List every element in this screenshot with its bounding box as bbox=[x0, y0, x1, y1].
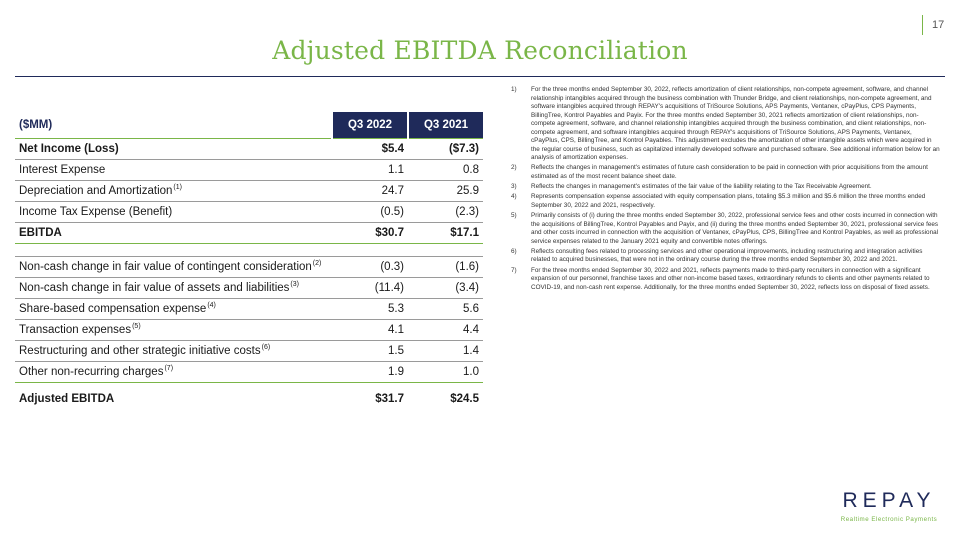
row-label: EBITDA bbox=[15, 223, 332, 244]
footnote bbox=[511, 267, 941, 293]
table-row bbox=[15, 362, 483, 383]
value-q3-2021: $24.5 bbox=[450, 393, 479, 405]
footnote bbox=[511, 183, 941, 192]
footnote-text: For the three months ended September 30, 2022, reflects amortization of client relationships, non-compete agreement, software, and channel relationship intangibles acquired through the business combination with Thunder Bridge, and client relationships, non-compete agreement, and software intangibles acquired through REPAY's acquisitions of TriSource Solutions, APS Payments, Ventanex, cPayPlus, CPS Payments, BillingTree, Kontrol Payables and Payix. For the three months ended September 30, 2021 reflects amortization of client relationships, non-compete agreement, software, and channel relationship intangibles acquired through the business combination, and client relationships, non-compete agreement, and software intangibles acquired through REPAY's acquisitions of TriSource Solutions, APS Payments, Ventanex, cPayPlus, CPS, BillingTree, and Kontrol Payables. This adjustment excludes the amortization of other intangible assets which were acquired in the regular course of business, such as capitalized internally developed software and purchased software. See additional information below for an analysis of amortization expenses. bbox=[531, 86, 940, 161]
row-label: Non-cash change in fair value of contingent consideration$^{(2)}$ bbox=[15, 257, 332, 278]
value-q3-2022: 5.3 bbox=[332, 299, 408, 320]
unit-label: ($MM) bbox=[19, 119, 53, 131]
row-label: Income Tax Expense (Benefit) bbox=[15, 202, 332, 223]
table-row bbox=[15, 181, 483, 202]
column-header-q3-2022: Q3 2022 bbox=[332, 112, 408, 139]
table-row-adjusted-ebitda bbox=[15, 389, 483, 409]
value-q3-2022: 1.9 bbox=[332, 362, 408, 383]
value-q3-2021: 5.6 bbox=[408, 299, 483, 320]
page-title: Adjusted EBITDA Reconciliation bbox=[272, 36, 688, 65]
page-number: 17 bbox=[922, 15, 944, 35]
logo-wordmark: REPAY bbox=[842, 489, 936, 512]
logo-tagline: Realtime Electronic Payments bbox=[840, 516, 938, 523]
footnote-number: 2) bbox=[511, 164, 517, 172]
value-q3-2021: 25.9 bbox=[408, 181, 483, 202]
value-q3-2022: 24.7 bbox=[332, 181, 408, 202]
value-q3-2021: 1.4 bbox=[408, 341, 483, 362]
row-label: Adjusted EBITDA bbox=[19, 393, 115, 405]
footnote-number: 6) bbox=[511, 247, 517, 255]
footnote-number: 4) bbox=[511, 193, 517, 201]
table-row bbox=[15, 341, 483, 362]
table-header-row bbox=[15, 112, 483, 139]
repay-logo bbox=[835, 489, 943, 523]
row-label: Net Income (Loss) bbox=[15, 139, 332, 160]
table-row bbox=[15, 160, 483, 181]
column-header-q3-2021: Q3 2021 bbox=[408, 112, 483, 139]
footnote-text: Reflects the changes in management's estimates of future cash consideration to be paid in connection with prior acquisitions from the amount estimated as of the most recent balance sheet date. bbox=[531, 164, 928, 180]
ebitda-reconciliation-table bbox=[15, 112, 483, 409]
footnote bbox=[511, 164, 941, 181]
value-q3-2021: 4.4 bbox=[408, 320, 483, 341]
footnote bbox=[511, 193, 941, 210]
row-label: Transaction expenses$^{(5)}$ bbox=[15, 320, 332, 341]
row-label: Restructuring and other strategic initiative costs$^{(6)}$ bbox=[15, 341, 332, 362]
value-q3-2021: (1.6) bbox=[408, 257, 483, 278]
row-label: Interest Expense bbox=[15, 160, 332, 181]
footnote-text: Reflects the changes in management's estimates of the fair value of the liability relating to the Tax Receivable Agreement. bbox=[531, 183, 872, 191]
value-q3-2022: 4.1 bbox=[332, 320, 408, 341]
value-q3-2022: (0.3) bbox=[332, 257, 408, 278]
footnotes-list bbox=[511, 86, 941, 294]
footnote bbox=[511, 248, 941, 265]
value-q3-2021: ($7.3) bbox=[408, 139, 483, 160]
value-q3-2022: (11.4) bbox=[332, 278, 408, 299]
value-q3-2021: 0.8 bbox=[408, 160, 483, 181]
value-q3-2021: (2.3) bbox=[408, 202, 483, 223]
footnote-number: 5) bbox=[511, 212, 517, 220]
footnote-text: Reflects consulting fees related to processing services and other operational improvements, including restructuring and integration activities related to acquired businesses, that were not in the ordinary course during the three months ended September 30, 2022 and 2021. bbox=[531, 247, 923, 264]
table-row bbox=[15, 202, 483, 223]
title-divider bbox=[15, 76, 945, 77]
value-q3-2022: $5.4 bbox=[332, 139, 408, 160]
footnote bbox=[511, 86, 941, 163]
footnote-number: 7) bbox=[511, 266, 517, 274]
value-q3-2022: 1.5 bbox=[332, 341, 408, 362]
row-label: Non-cash change in fair value of assets and liabilities$^{(3)}$ bbox=[15, 278, 332, 299]
value-q3-2021: $17.1 bbox=[408, 223, 483, 244]
row-label: Depreciation and Amortization$^{(1)}$ bbox=[15, 181, 332, 202]
footnote-number: 1) bbox=[511, 86, 517, 93]
table-row bbox=[15, 278, 483, 299]
table-spacer bbox=[15, 244, 483, 257]
table-row bbox=[15, 257, 483, 278]
footnote-text: Represents compensation expense associated with equity compensation plans, totaling $5.3 million and $5.6 million the three months ended September 30, 2022 and 2021, respectively. bbox=[531, 193, 926, 209]
table-row bbox=[15, 139, 483, 160]
table-row bbox=[15, 320, 483, 341]
table-row bbox=[15, 299, 483, 320]
table-row-ebitda bbox=[15, 223, 483, 244]
footnote-number: 3) bbox=[511, 183, 517, 191]
footnote-text: Primarily consists of (i) during the three months ended September 30, 2022, professional service fees and other costs incurred in connection with the acquisitions of BillingTree, Kontrol Payables and Payix, and (ii) during the three months ended September 30, 2021, professional service fees and other costs incurred in connection with the acquisition of Ventanex, cPayPlus, CPS, BillingTree and Kontrol Payables, as well as professional service expenses related to the January 2021 equity and convertible notes offerings. bbox=[531, 212, 939, 245]
value-q3-2021: (3.4) bbox=[408, 278, 483, 299]
row-label: Other non-recurring charges$^{(7)}$ bbox=[15, 362, 332, 383]
value-q3-2022: $30.7 bbox=[332, 223, 408, 244]
footnote bbox=[511, 212, 941, 246]
value-q3-2022: $31.7 bbox=[375, 393, 404, 405]
footnote-text: For the three months ended September 30, 2022 and 2021, reflects payments made to third-party recruiters in connection with a significant expansion of our personnel, franchise taxes and other non-income based taxes, extraordinary refunds to clients and other payments related to COVID-19, and non-cash rent expense. Additionally, for the three months ended September 30, 2022, reflects loss on disposal of fixed assets. bbox=[531, 266, 930, 291]
value-q3-2021: 1.0 bbox=[408, 362, 483, 383]
value-q3-2022: 1.1 bbox=[332, 160, 408, 181]
row-label: Share-based compensation expense$^{(4)}$ bbox=[15, 299, 332, 320]
value-q3-2022: (0.5) bbox=[332, 202, 408, 223]
